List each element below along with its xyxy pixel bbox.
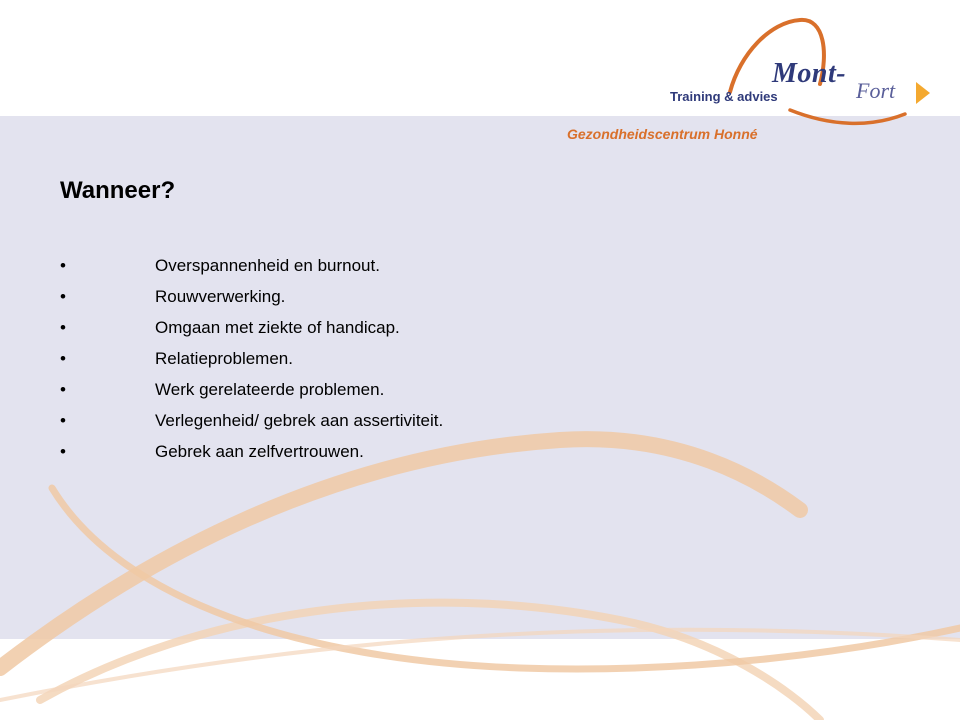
bullet-icon: • — [60, 411, 66, 430]
bullet-icon: • — [60, 442, 66, 461]
logo-tagline: Training & advies — [670, 89, 778, 104]
list-item-text: Rouwverwerking. — [155, 287, 286, 306]
list-item-text: Verlegenheid/ gebrek aan assertiviteit. — [155, 411, 444, 430]
list-item-text: Werk gerelateerde problemen. — [155, 380, 385, 399]
bullet-icon: • — [60, 318, 66, 337]
bullet-icon: • — [60, 287, 66, 306]
bullet-icon: • — [60, 256, 66, 275]
mont-fort-logo — [660, 14, 950, 134]
slide-heading: Wanneer? — [60, 177, 176, 204]
list-item-text: Relatieproblemen. — [155, 349, 293, 368]
logo-brand-text: Mont- — [772, 58, 847, 89]
list-item-text: Overspannenheid en burnout. — [155, 256, 380, 275]
logo-brand-suffix: Fort — [856, 78, 896, 103]
organization-subtitle: Gezondheidscentrum Honné — [567, 126, 758, 142]
list-item-text: Omgaan met ziekte of handicap. — [155, 318, 400, 337]
bullet-icon: • — [60, 349, 66, 368]
bullet-icon: • — [60, 380, 66, 399]
list-item-text: Gebrek aan zelfvertrouwen. — [155, 442, 364, 461]
logo-arrow-icon — [916, 82, 930, 104]
